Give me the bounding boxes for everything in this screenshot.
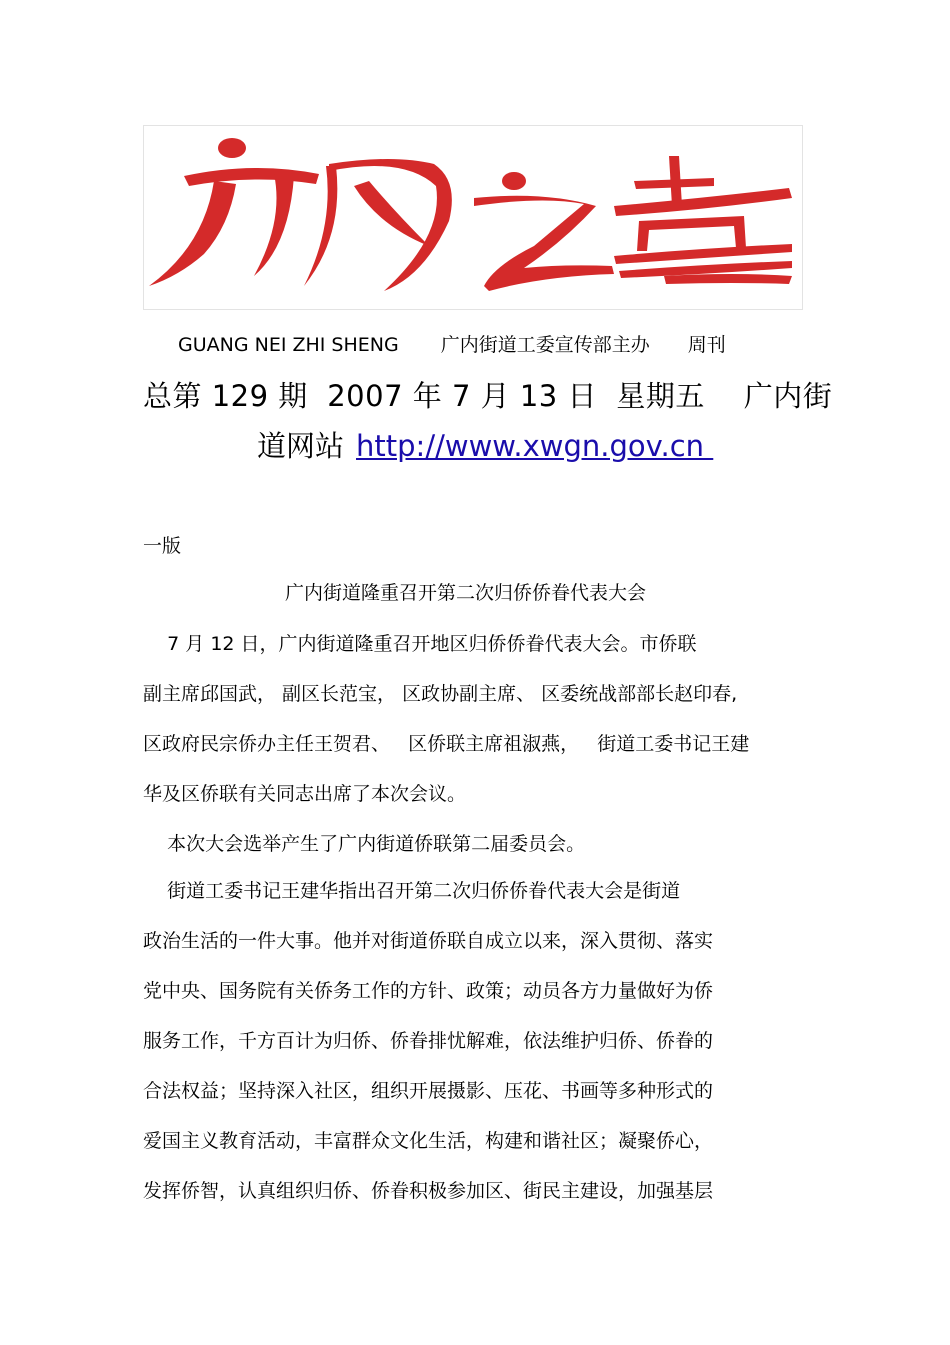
issue-info-line: 总第 129 期 2007 年 7 月 13 日 星期五 广内街 [143, 379, 833, 413]
masthead-meta-line [178, 330, 726, 357]
article-line: 7 月 12 日，广内街道隆重召开地区归侨侨眷代表大会。市侨联 [143, 633, 697, 655]
masthead-pinyin: GUANG NEI ZHI SHENG [178, 334, 399, 356]
website-link[interactable]: http://www.xwgn.gov.cn [356, 429, 714, 463]
article-line: 街道工委书记王建华指出召开第二次归侨侨眷代表大会是街道 [143, 880, 681, 902]
article-title: 广内街道隆重召开第二次归侨侨眷代表大会 [285, 582, 647, 604]
article-line: 爱国主义教育活动，丰富群众文化生活，构建和谐社区；凝聚侨心， [143, 1130, 714, 1152]
article-line: 副主席邱国武， 副区长范宝， 区政协副主席、 区委统战部部长赵印春, [143, 683, 738, 705]
issue-website-line [257, 424, 713, 465]
article-line: 本次大会选举产生了广内街道侨联第二届委员会。 [143, 833, 586, 855]
article-line: 党中央、国务院有关侨务工作的方针、政策；动员各方力量做好为侨 [143, 980, 714, 1002]
article-line: 合法权益；坚持深入社区，组织开展摄影、压花、书画等多种形式的 [143, 1080, 714, 1102]
masthead-frequency: 周刊 [687, 334, 726, 356]
website-label: 道网站 [257, 429, 345, 463]
article-line: 服务工作，千方百计为归侨、侨眷排忧解难，依法维护归侨、侨眷的 [143, 1030, 714, 1052]
article-line: 区政府民宗侨办主任王贺君、 区侨联主席祖淑燕， 街道工委书记王建 [143, 733, 750, 755]
logo-calligraphy-icon [144, 126, 802, 309]
article-line: 政治生活的一件大事。他并对街道侨联自成立以来，深入贯彻、落实 [143, 930, 714, 952]
article-line: 华及区侨联有关同志出席了本次会议。 [143, 783, 467, 805]
section-label: 一版 [143, 535, 182, 557]
masthead-sponsor: 广内街道工委宣传部主办 [440, 334, 650, 356]
article-line: 发挥侨智，认真组织归侨、侨眷积极参加区、街民主建设，加强基层 [143, 1180, 714, 1202]
masthead-logo [143, 125, 803, 310]
